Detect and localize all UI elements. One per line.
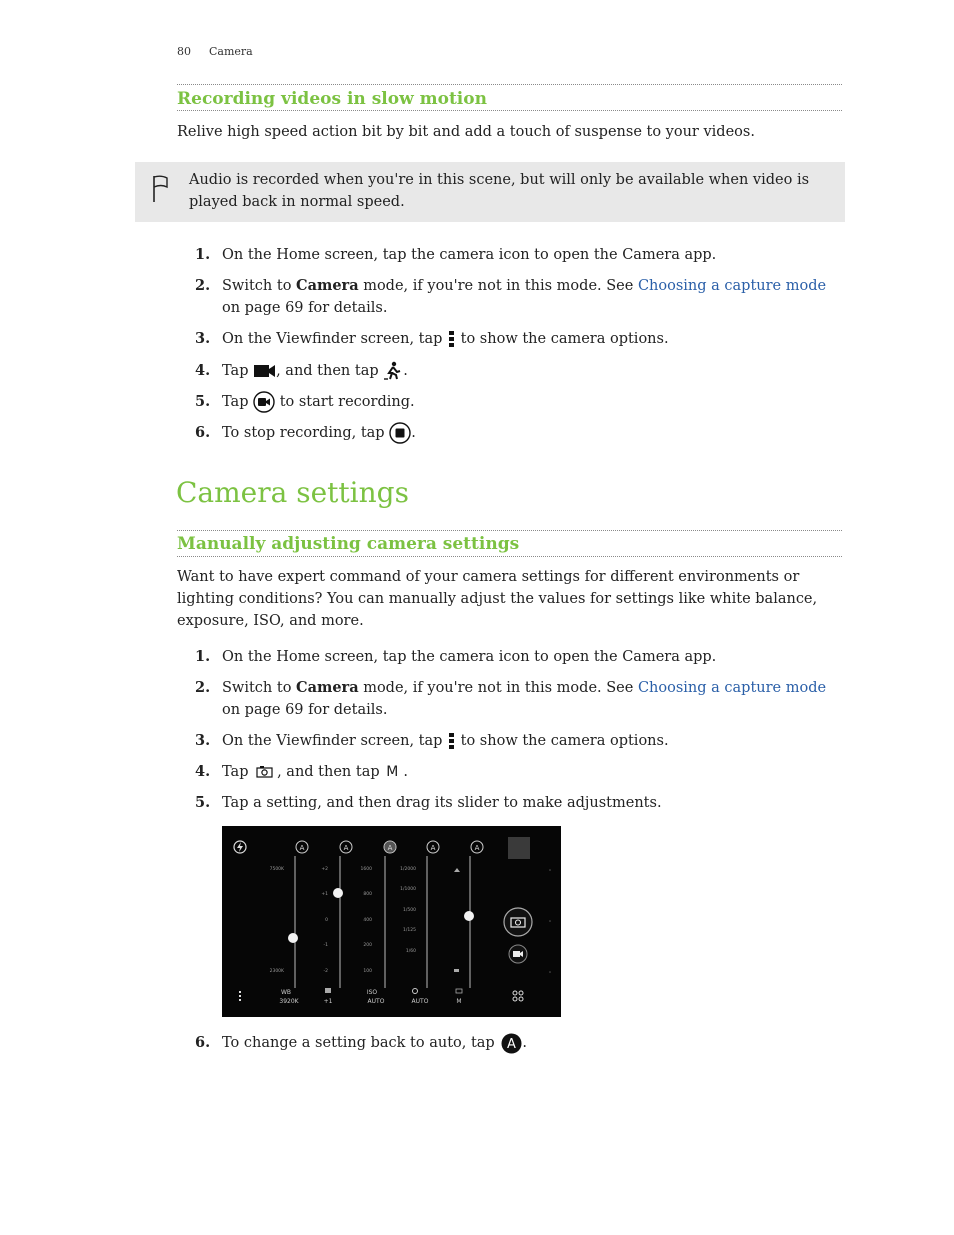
svg-text:+2: +2 (321, 867, 328, 872)
note-box (135, 162, 845, 222)
focus-value: M (456, 998, 462, 1005)
choosing-capture-mode-link[interactable]: Choosing a capture mode (637, 680, 827, 696)
more-options-icon[interactable] (239, 991, 241, 1001)
svg-text:-2: -2 (323, 969, 328, 974)
note-text: Audio is recorded when you're in this scene, but will only be available when video is played back in normal speed. (189, 172, 810, 210)
svg-text:1600: 1600 (360, 867, 372, 872)
more-options-icon (447, 330, 456, 348)
page-header (177, 45, 271, 58)
exposure-icon (325, 988, 331, 993)
divider (177, 84, 842, 85)
svg-text:1/500: 1/500 (403, 908, 416, 913)
manual-settings-intro: Want to have expert command of your camera settings for different environments or lighting conditions? You can manually adjust the values for settings like white balance, exposure, ISO, and more. (177, 569, 818, 629)
shutter-button[interactable] (504, 908, 532, 936)
auto-glyph: A (299, 844, 305, 852)
focus-slider-knob[interactable] (464, 911, 474, 921)
section-name: Camera (209, 45, 253, 58)
svg-text:100: 100 (363, 969, 372, 974)
manual-camera-screenshot (222, 826, 561, 1017)
svg-text:1/60: 1/60 (405, 949, 416, 954)
gallery-thumbnail[interactable] (508, 837, 530, 859)
flag-icon (151, 174, 169, 204)
wb-value: 3920K (279, 998, 299, 1005)
chapter-title: Camera settings (176, 476, 409, 509)
manual-mode-icon: M (386, 764, 399, 780)
video-camera-icon (253, 363, 276, 379)
svg-text:2300K: 2300K (269, 969, 284, 974)
svg-text:400: 400 (363, 918, 372, 923)
auto-icon (501, 1033, 522, 1054)
photo-camera-icon (253, 764, 277, 780)
divider (177, 530, 842, 531)
record-button-icon (253, 391, 275, 413)
wb-label: WB (280, 989, 292, 996)
focus-near-icon (454, 969, 459, 972)
divider (177, 110, 842, 111)
slow-motion-icon (383, 361, 403, 381)
svg-text:800: 800 (363, 892, 372, 897)
auto-glyph: A (387, 844, 393, 852)
svg-text:-1: -1 (323, 943, 328, 948)
section-title-manual-settings: Manually adjusting camera settings (177, 534, 520, 554)
auto-glyph: A (343, 844, 349, 852)
svg-text:200: 200 (363, 943, 372, 948)
iso-label: ISO (366, 989, 378, 996)
svg-text:7500K: 7500K (269, 867, 284, 872)
stop-button-icon (389, 422, 411, 444)
svg-text:1/2000: 1/2000 (400, 867, 416, 872)
svg-text:1/125: 1/125 (403, 928, 416, 933)
section-title-slow-motion: Recording videos in slow motion (177, 89, 487, 109)
ev-value: +1 (323, 998, 333, 1005)
auto-glyph: A (474, 844, 480, 852)
page-number: 80 (177, 45, 191, 58)
slow-motion-intro: Relive high speed action bit by bit and add a touch of suspense to your videos. (177, 124, 755, 140)
ev-slider-knob[interactable] (333, 888, 343, 898)
auto-glyph: A (430, 844, 436, 852)
divider (177, 556, 842, 557)
svg-text:0: 0 (325, 918, 328, 923)
svg-text:1/1000: 1/1000 (400, 887, 416, 892)
svg-text:A: A (507, 1036, 517, 1052)
iso-value: AUTO (367, 998, 385, 1005)
svg-text:+1: +1 (321, 892, 328, 897)
more-options-icon (447, 732, 456, 750)
shutter-value: AUTO (411, 998, 429, 1005)
choosing-capture-mode-link[interactable]: Choosing a capture mode (637, 278, 827, 294)
wb-slider-knob[interactable] (288, 933, 298, 943)
